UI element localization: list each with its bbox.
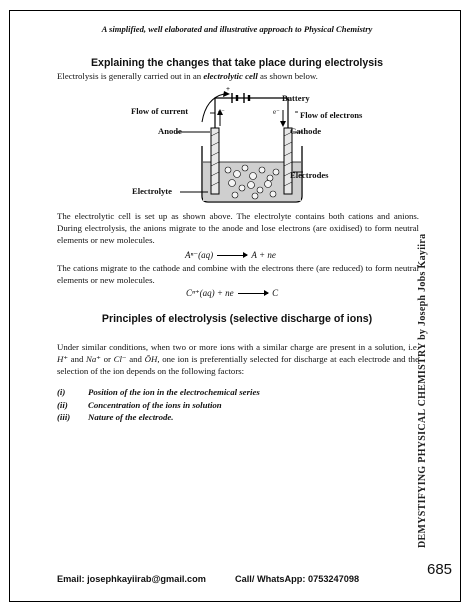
battery-label: Battery [282, 93, 310, 103]
ion-chloride: Cl⁻ [113, 354, 127, 365]
equation1-left: Aⁿ⁻(aq) [185, 250, 214, 260]
equation-anion-oxidation [185, 250, 276, 261]
factor-text: Position of the ion in the electrochemical series [88, 387, 260, 397]
cathode-label: Cathode [290, 126, 322, 136]
list-item [57, 412, 387, 425]
equation2-right: C [272, 288, 279, 298]
electrolytic-cell-diagram [120, 85, 380, 206]
anode-label: Anode [158, 126, 182, 136]
equation2-left: Cⁿ⁺(aq) + ne [186, 288, 234, 298]
reaction-arrow-icon [217, 255, 247, 256]
ion-hydroxide: ŌH [144, 354, 158, 365]
paragraph-selective-discharge [57, 341, 419, 378]
electrolyte-label: Electrolyte [132, 186, 172, 196]
list-item [57, 400, 387, 413]
factor-number: (i) [57, 387, 66, 397]
ion-hydrogen: H⁺ [57, 354, 68, 365]
battery-plus-sign: + [226, 85, 230, 93]
factor-number: (iii) [57, 412, 71, 422]
footer-email: Email: josephkayiirab@gmail.com [57, 574, 206, 584]
discharge-text-b: , one ion is preferentially selected for discharge at each electrode and the selection of the ion depends on the following factors: [57, 354, 419, 377]
section-title-principles: Principles of electrolysis (selective discharge of ions) [101, 313, 373, 325]
ion-sodium: Na⁺ [86, 354, 101, 365]
reaction-arrow-icon [238, 293, 268, 294]
electron-label-right: e⁻ [273, 108, 280, 116]
discharge-text-a: Under similar conditions, when two or more ions with a similar charge are present in a solution, i.e. [57, 342, 419, 352]
discharge-text-or: or [100, 354, 114, 365]
electron-label-left: e⁻ [218, 108, 225, 116]
page-number: 685 [427, 561, 453, 578]
factor-text: Nature of the electrode. [88, 412, 174, 422]
header-tagline: A simplified, well elaborated and illustrative approach to Physical Chemistry [101, 24, 373, 34]
intro-text-start: Electrolysis is generally carried out in an [57, 71, 204, 81]
paragraph-cation-migration: The cations migrate to the cathode and combine with the electrons there (are reduced) to form neutral elements or new molecules. [57, 263, 419, 286]
discharge-text-and2: and [126, 354, 145, 365]
equation1-right: A + ne [251, 250, 276, 260]
discharge-text-and1: and [68, 354, 87, 365]
intro-emphasis: electrolytic cell [203, 71, 258, 81]
electrodes-label: Electrodes [290, 170, 329, 180]
footer-phone: Call/ WhatsApp: 0753247098 [235, 574, 360, 584]
list-item [57, 387, 387, 400]
paragraph-anion-migration: The electrolytic cell is set up as shown above. The electrolyte contains both cations and anions. During electrolysis, the anions migrate to the anode and lose electrons (are oxidised) to form neutral elements or new molecules. [57, 211, 419, 246]
equation-cation-reduction [186, 288, 278, 299]
intro-text-end: as shown below. [257, 71, 318, 81]
factor-text: Concentration of the ions in solution [88, 399, 222, 410]
vertical-book-title: DEMYSTIFYING PHYSICAL CHEMISTRY by Joseph Jobs Kayiira [417, 233, 428, 548]
factors-list [57, 387, 387, 425]
section-title-electrolysis-changes: Explaining the changes that take place during electrolysis [90, 57, 383, 69]
intro-text [57, 70, 419, 82]
flow-of-electrons-label: Flow of electrons [300, 110, 363, 120]
flow-of-current-label: Flow of current [131, 106, 189, 116]
factor-number: (ii) [57, 399, 68, 410]
